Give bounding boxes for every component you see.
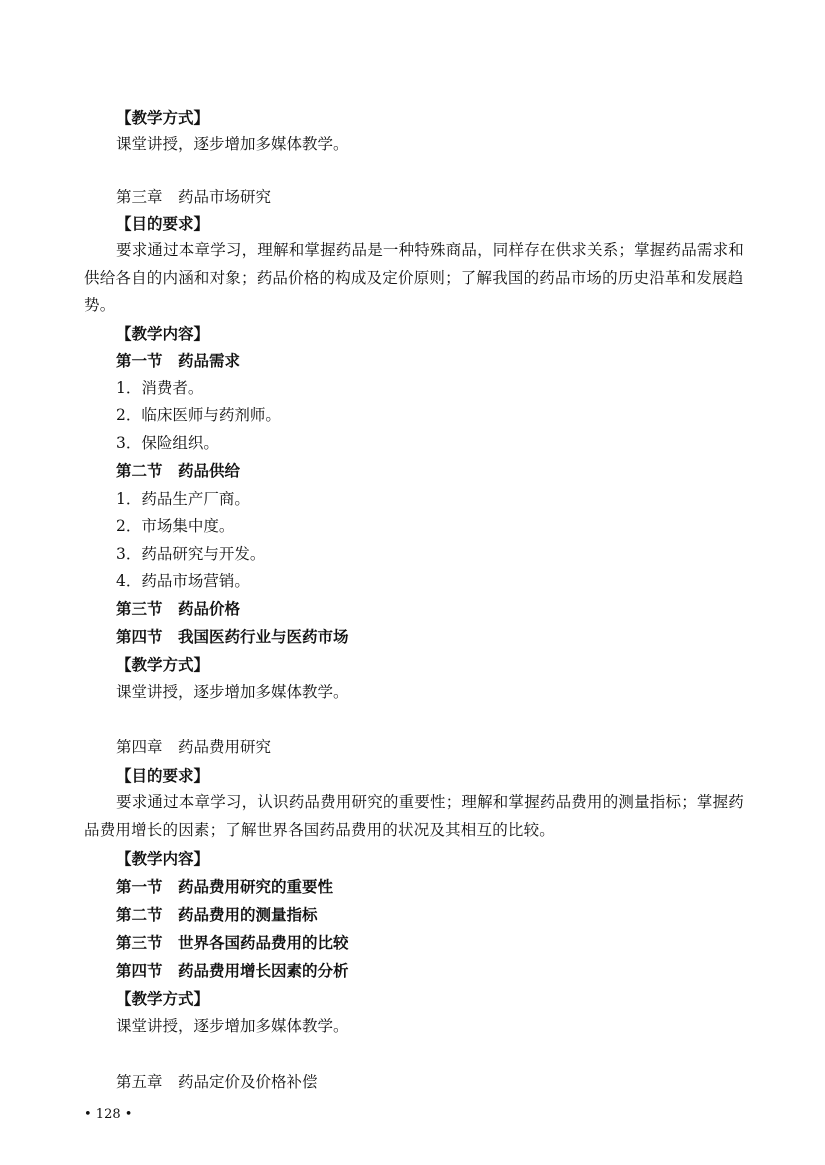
section-title: 第一节 药品费用研究的重要性: [116, 878, 334, 896]
chapter-title: 第四章 药品费用研究: [116, 738, 272, 756]
list-item: 1．药品生产厂商。: [116, 490, 250, 508]
objectives-paragraph: 要求通过本章学习，理解和掌握药品是一种特殊商品，同样存在供求关系；掌握药品需求和供给各自的内涵和对象；药品价格的构成及定价原则；了解我国的药品市场的历史沿革和发展趋势。: [84, 241, 745, 314]
teaching-method-text: 课堂讲授，逐步增加多媒体教学。: [116, 683, 349, 701]
section-title: 第二节 药品费用的测量指标: [116, 906, 318, 924]
section-title: 第四节 我国医药行业与医药市场: [116, 628, 349, 646]
list-item: 2．临床医师与药剂师。: [116, 406, 281, 424]
teaching-method-text: 课堂讲授，逐步增加多媒体教学。: [116, 1017, 349, 1035]
teaching-content-heading: 【教学内容】: [116, 850, 210, 868]
list-item: 2．市场集中度。: [116, 517, 235, 535]
section-title: 第四节 药品费用增长因素的分析: [116, 962, 349, 980]
page-number: • 128 •: [84, 1107, 133, 1122]
list-item: 3．药品研究与开发。: [116, 545, 266, 563]
list-item: 3．保险组织。: [116, 434, 219, 452]
section-title: 第一节 药品需求: [116, 352, 241, 370]
teaching-method-heading: 【教学方式】: [116, 109, 210, 127]
objectives-paragraph: 要求通过本章学习，认识药品费用研究的重要性；理解和掌握药品费用的测量指标；掌握药品费用增长的因素；了解世界各国药品费用的状况及其相互的比较。: [84, 793, 745, 839]
list-item: 1．消费者。: [116, 379, 204, 397]
list-item: 4．药品市场营销。: [116, 572, 250, 590]
objectives-heading: 【目的要求】: [116, 215, 210, 233]
section-title: 第二节 药品供给: [116, 462, 241, 480]
teaching-method-heading: 【教学方式】: [116, 990, 210, 1008]
chapter-title: 第五章 药品定价及价格补偿: [116, 1073, 318, 1091]
teaching-method-text: 课堂讲授，逐步增加多媒体教学。: [116, 135, 349, 153]
section-title: 第三节 世界各国药品费用的比较: [116, 934, 349, 952]
teaching-method-heading: 【教学方式】: [116, 656, 210, 674]
teaching-content-heading: 【教学内容】: [116, 325, 210, 343]
chapter-title: 第三章 药品市场研究: [116, 188, 272, 206]
section-title: 第三节 药品价格: [116, 600, 241, 618]
objectives-heading: 【目的要求】: [116, 767, 210, 785]
